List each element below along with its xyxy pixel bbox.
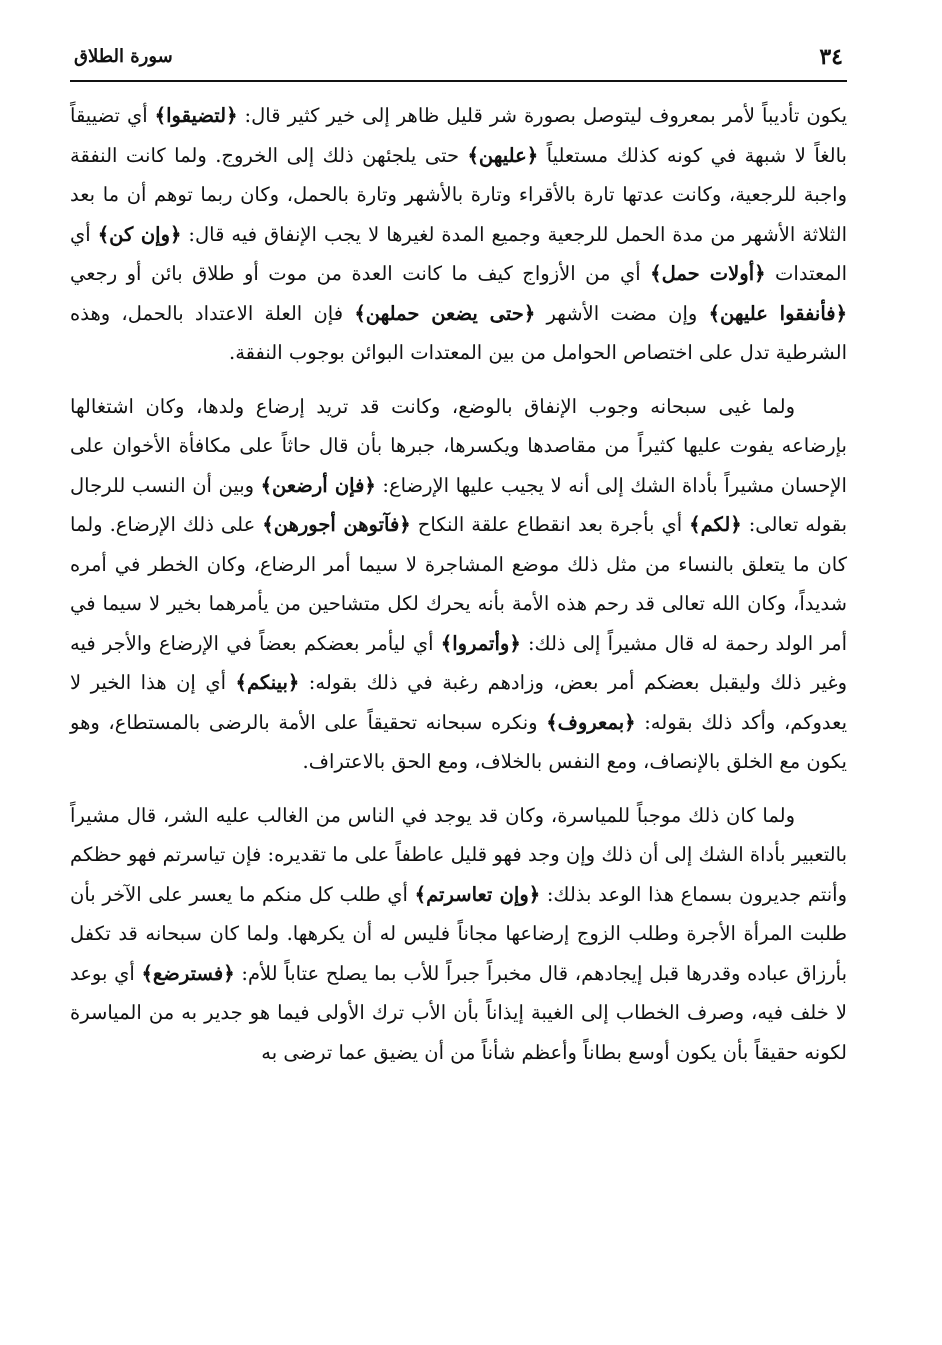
- text-run: أي إن هذا الخير لا يعدوكم، وأكد ذلك بقوله:: [70, 671, 847, 734]
- quran-quote: ﴿لكم﴾: [689, 513, 742, 536]
- quran-quote: ﴿أولات حمل﴾: [650, 262, 766, 285]
- text-run: وبين أن النسب للرجال بقوله تعالى:: [70, 473, 848, 536]
- text-run: فإن العلة الاعتداد بالحمل، وهذه الشرطية تدل على اختصاص الحوامل من بين المعتدات البوائن بوجوب النفقة.: [70, 301, 847, 364]
- text-run: ولما غيى سبحانه وجوب الإنفاق بالوضع، وكانت قد تريد إرضاع ولدها، وكان اشتغالها بإرضاعه يفوت عليها كثيراً من مقاصدها ويكسرها، جبرها بأن قال حاثاً على مكافأة الأخوان على الإحسان مشيراً بأداة الشك إلى أنه لا يجيب عليها الإرضاع:: [70, 394, 847, 497]
- text-run: أي ليأمر بعضكم بعضاً في الإرضاع والأجر فيه وغير ذلك وليقبل بعضكم أمر بعض، وزادهم رغبة في ذلك بقوله:: [70, 631, 847, 694]
- text-run: ونكره سبحانه تحقيقاً على الأمة بالرضى بالمستطاع، وهو يكون مع الخلق بالإنصاف، ومع النفس بالخلاف، ومع الحق بالاعتراف.: [70, 710, 847, 773]
- quran-quote: ﴿فسترضع﴾: [141, 961, 235, 985]
- text-run: يكون تأديباً لأمر بمعروف ليتوصل بصورة شر قليل ظاهر إلى خير كثير قال:: [237, 104, 847, 127]
- paragraph-1: [70, 96, 847, 373]
- text-run: وإن مضت الأشهر: [535, 301, 709, 325]
- quran-quote: ﴿وإن كن﴾: [97, 222, 182, 246]
- text-run: أي بأجرة بعد انقطاع علقة النكاح: [410, 513, 690, 536]
- text-run: على ذلك الإرضاع. ولما كان ما يتعلق بالنساء من مثل ذلك موضع المشاجرة لا سيما أمر الرضاع، وكان الخطر في أمره شديداً، وكان الله تعالى قد رحم هذه الأمة بأنه يحرك لكل متشاحين من يأمرهما بخير لا سيما في أمر الولد رحمة له قال مشيراً إلى ذلك:: [70, 513, 847, 655]
- quran-quote: ﴿وإن تعاسرتم﴾: [414, 882, 541, 906]
- paragraph-2: [70, 387, 847, 782]
- quran-quote: ﴿فآتوهن أجورهن﴾: [262, 513, 411, 536]
- quran-quote: ﴿بمعروف﴾: [546, 710, 636, 734]
- surah-title: سورة الطلاق: [74, 46, 173, 67]
- quran-quote: ﴿بينكم﴾: [235, 671, 300, 694]
- text-run: أي المعتدات: [70, 222, 847, 285]
- quran-quote: ﴿لتضيقوا﴾: [154, 104, 238, 127]
- page-header: [70, 38, 847, 82]
- paragraph-3: [70, 796, 847, 1073]
- book-page: [70, 38, 847, 1072]
- text-run: أي تضييقاً بالغاً لا شبهة في كونه كذلك مستعلياً: [70, 104, 847, 167]
- text-run: أي من الأزواج كيف ما كانت العدة من موت أو طلاق بائن أو رجعي: [70, 262, 651, 285]
- quran-quote: ﴿وأتمروا﴾: [440, 631, 521, 655]
- text-run: ولما كان ذلك موجباً للمياسرة، وكان قد يوجد في الناس من الغالب عليه الشر، قال مشيراً بالتعبير بأداة الشك إلى أن ذلك وإن وجد فهو قليل عاطفاً على ما تقديره: فإن تياسرتم فهو حظكم وأنتم جديرون بسماع هذا الوعد بذلك:: [70, 803, 848, 906]
- quran-quote: ﴿فأنفقوا عليهن﴾: [708, 301, 848, 325]
- text-run: أي بوعد لا خلف فيه، وصرف الخطاب إلى الغيبة إيذاناً بأن الأب ترك الأولى فيما هو جدير به من المياسرة لكونه حقيقاً بأن يكون أوسع بطاناً وأعظم شأناً من أن يضيق عما ترضى به: [70, 961, 847, 1064]
- text-run: أي طلب كل منكم ما يعسر على الآخر بأن طلبت المرأة الأجرة وطلب الزوج إرضاعها مجاناً فليس له أن يكرهها. ولما كان سبحانه قد تكفل بأرزاق عباده وقدرها قبل إيجادهم، قال مخبراً جبراً للأب بما يصلح عتاباً للأم:: [70, 882, 847, 985]
- page-number: ٣٤: [819, 44, 843, 70]
- quran-quote: ﴿فإن أرضعن﴾: [260, 473, 376, 497]
- text-run: حتى يلجئهن ذلك إلى الخروج. ولما كانت النفقة واجبة للرجعية، وكانت عدتها تارة بالأقراء وتارة بالأشهر وتارة بالحمل، وكان ربما توهم أن ما بعد الثلاثة الأشهر من مدة الحمل للرجعية وجميع المدة لغيرها لا يجب الإنفاق فيه قال:: [70, 143, 847, 246]
- quran-quote: ﴿عليهن﴾: [467, 143, 539, 167]
- quran-quote: ﴿حتى يضعن حملهن﴾: [354, 301, 536, 325]
